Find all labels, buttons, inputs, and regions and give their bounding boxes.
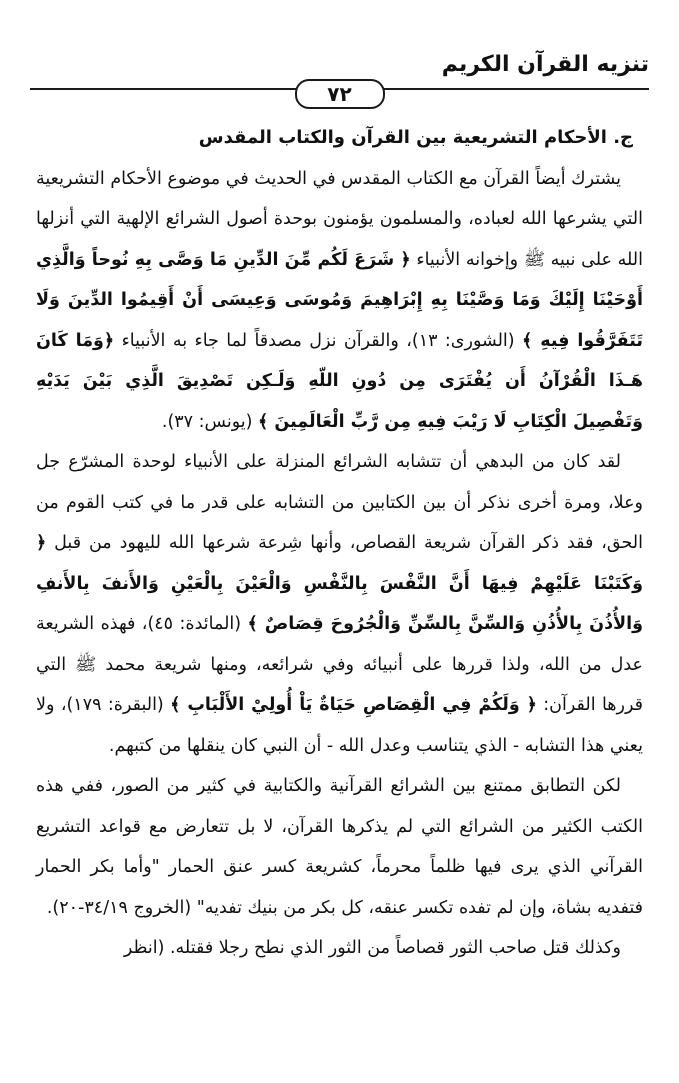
page-number: ٧٢ (295, 79, 385, 109)
quran-verse: ﴿ وَلَكُمْ فِي الْقِصَاصِ حَيَاةٌ يَاْ أُولِيْ الأَلْبَابِ ﴾ (170, 695, 537, 715)
quran-verse: ﴿ وَكَتَبْنَا عَلَيْهِمْ فِيهَا أَنَّ النَّفْسَ بِالنَّفْسِ وَالْعَيْنَ بِالْعَيْنِ وَالأَنفَ بِالأَنفِ وَالأُذُنَ بِالأُذُنِ وَالسِّنَّ بِالسِّنِّ وَالْجُرُوحَ قِصَاصٌ ﴾ (36, 533, 643, 634)
quran-verse: ﴿ شَرَعَ لَكُم مِّنَ الدِّينِ مَا وَصَّى بِهِ نُوحاً وَالَّذِي أَوْحَيْنَا إِلَيْكَ وَمَا وَصَّيْنَا بِهِ إِبْرَاهِيمَ وَمُوسَى وَعِيسَى أَنْ أَقِيمُوا الدِّينَ وَلَا تَتَفَرَّقُوا فِيهِ ﴾ (36, 249, 643, 351)
text-run: (البقرة: ١٧٩)، ولا يعني هذا التشابه - الذي يتناسب وعدل الله - أن النبي كان ينقلها من كتبهم. (36, 695, 643, 756)
paragraph (36, 928, 643, 969)
paragraph (36, 442, 643, 766)
text-run: (المائدة: ٤٥)، فهذه الشريعة عدل من الله، ولذا قررها على أنبيائه وفي شرائعه، ومنها شريعة محمد ﷺ التي قررها القرآن: (36, 614, 643, 715)
text-run: وكذلك قتل صاحب الثور قصاصاً من الثور الذي نطح رجلا فقتله. (انظر (123, 938, 621, 958)
text-run: لكن التطابق ممتنع بين الشرائع القرآنية والكتابية في كثير من الصور، ففي هذه الكتب الكثير من الشرائع التي لم يذكرها القرآن، لا بل تتعارض مع قواعد التشريع القرآني الذي يرى فيها ظلماً محرماً، كشريعة كسر عنق الحمار "وأما بكر الحمار فتفديه بشاة، وإن لم تفده تكسر عنقه، كل بكر من بنيك تفديه" (الخروج ٣٤/١٩-٢٠). (36, 776, 643, 918)
running-title: تنزيه القرآن الكريم (441, 52, 649, 77)
text-run: لقد كان من البدهي أن تتشابه الشرائع المنزلة على الأنبياء لوحدة المشرّع جل وعلا، ومرة أخرى نذكر أن بين الكتابين من التشابه على قدر ما في كتب القوم من الحق، فقد ذكر القرآن شريعة القصاص، وأنها شِرعة شرعها الله لليهود من قبل (36, 452, 643, 553)
paragraph (36, 159, 643, 443)
paragraph (36, 766, 643, 928)
text-run: (الشورى: ١٣)، والقرآن نزل مصدقاً لما جاء به الأنبياء (114, 330, 523, 351)
text-run: يشترك أيضاً القرآن مع الكتاب المقدس في الحديث في موضوع الأحكام التشريعية التي يشرعها الله لعباده، والمسلمون يؤمنون بوحدة أصول الشرائع الإلهية التي أنزلها الله على نبيه ﷺ وإخوانه الأنبياء (36, 168, 644, 270)
section-heading: ج. الأحكام التشريعية بين القرآن والكتاب المقدس (198, 127, 633, 148)
citation: (يونس: ٣٧). (161, 411, 259, 432)
quran-verse: ﴿وَمَا كَانَ هَـذَا الْقُرْآنُ أَن يُفْتَرَى مِن دُونِ اللّهِ وَلَـكِن تَصْدِيقَ الَّذِي بَيْنَ يَدَيْهِ وَتَفْصِيلَ الْكِتَابِ لَا رَيْبَ فِيهِ مِن رَّبِّ الْعَالَمِينَ ﴾ (36, 330, 643, 432)
body-text (36, 118, 643, 969)
